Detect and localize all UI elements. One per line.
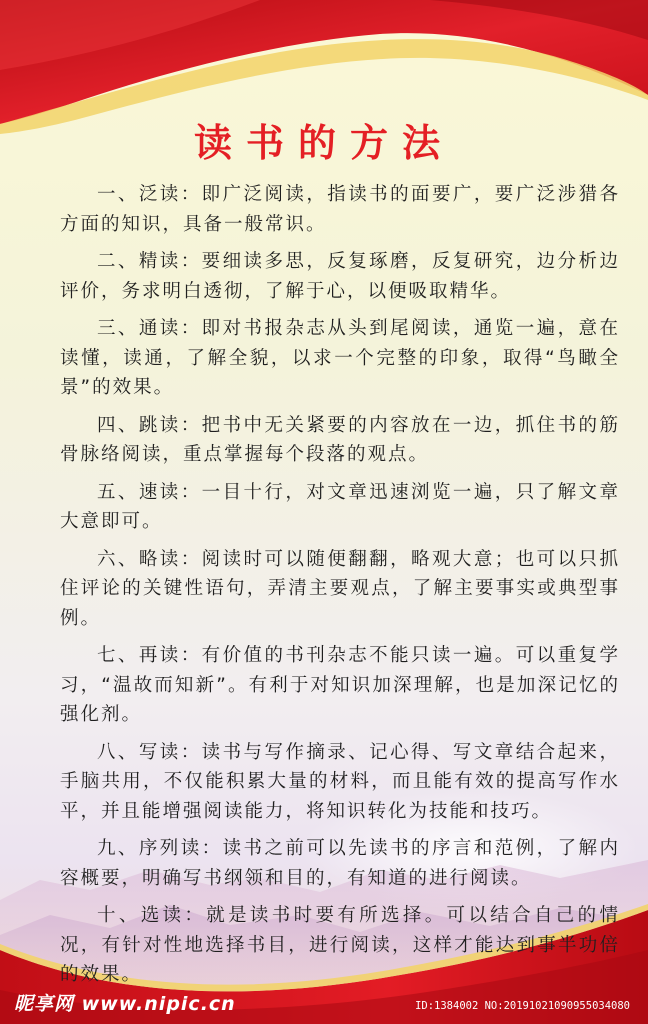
page-title: 读书的方法 [193,120,454,165]
list-item: 九、序列读：读书之前可以先读书的序言和范例，了解内容概要，明确写书纲领和目的，有知道的进行阅读。 [60,838,620,889]
list-item: 三、通读：即对书报杂志从头到尾阅读，通览一遍，意在读懂，读通，了解全貌，以求一个完整的印象，取得“鸟瞰全景”的效果。 [60,318,620,398]
list-item: 六、略读：阅读时可以随便翻翻，略观大意；也可以只抓住评论的关键性语句，弄清主要观点，了解主要事实或典型事例。 [60,548,620,629]
list-item: 八、写读：读书与写作摘录、记心得、写文章结合起来，手脑共用，不仅能积累大量的材料，而且能有效的提高写作水平，并且能增强阅读能力，将知识转化为技能和技巧。 [60,741,620,822]
list-item: 一、泛读：即广泛阅读，指读书的面要广，要广泛涉猎各方面的知识，具备一般常识。 [60,184,620,235]
list-item: 二、精读：要细读多思，反复琢磨，反复研究，边分析边评价，务求明白透彻，了解于心，以便吸取精华。 [60,251,620,302]
watermark-logo: 昵享网 www.nipic.cn [14,993,236,1015]
list-item: 五、速读：一目十行，对文章迅速浏览一遍，只了解文章大意即可。 [60,481,620,532]
watermark-id: ID:1384002 NO:20191021090955034080 [415,1000,630,1012]
list-item: 四、跳读：把书中无关紧要的内容放在一边，抓住书的筋骨脉络阅读，重点掌握每个段落的观点。 [60,414,620,465]
method-list [60,180,620,990]
list-item: 十、选读：就是读书时要有所选择。可以结合自己的情况，有针对性地选择书目，进行阅读，这样才能达到事半功倍的效果。 [60,905,620,985]
list-item: 七、再读：有价值的书刊杂志不能只读一遍。可以重复学习，“温故而知新”。有利于对知识加深理解，也是加深记忆的强化剂。 [60,645,620,725]
